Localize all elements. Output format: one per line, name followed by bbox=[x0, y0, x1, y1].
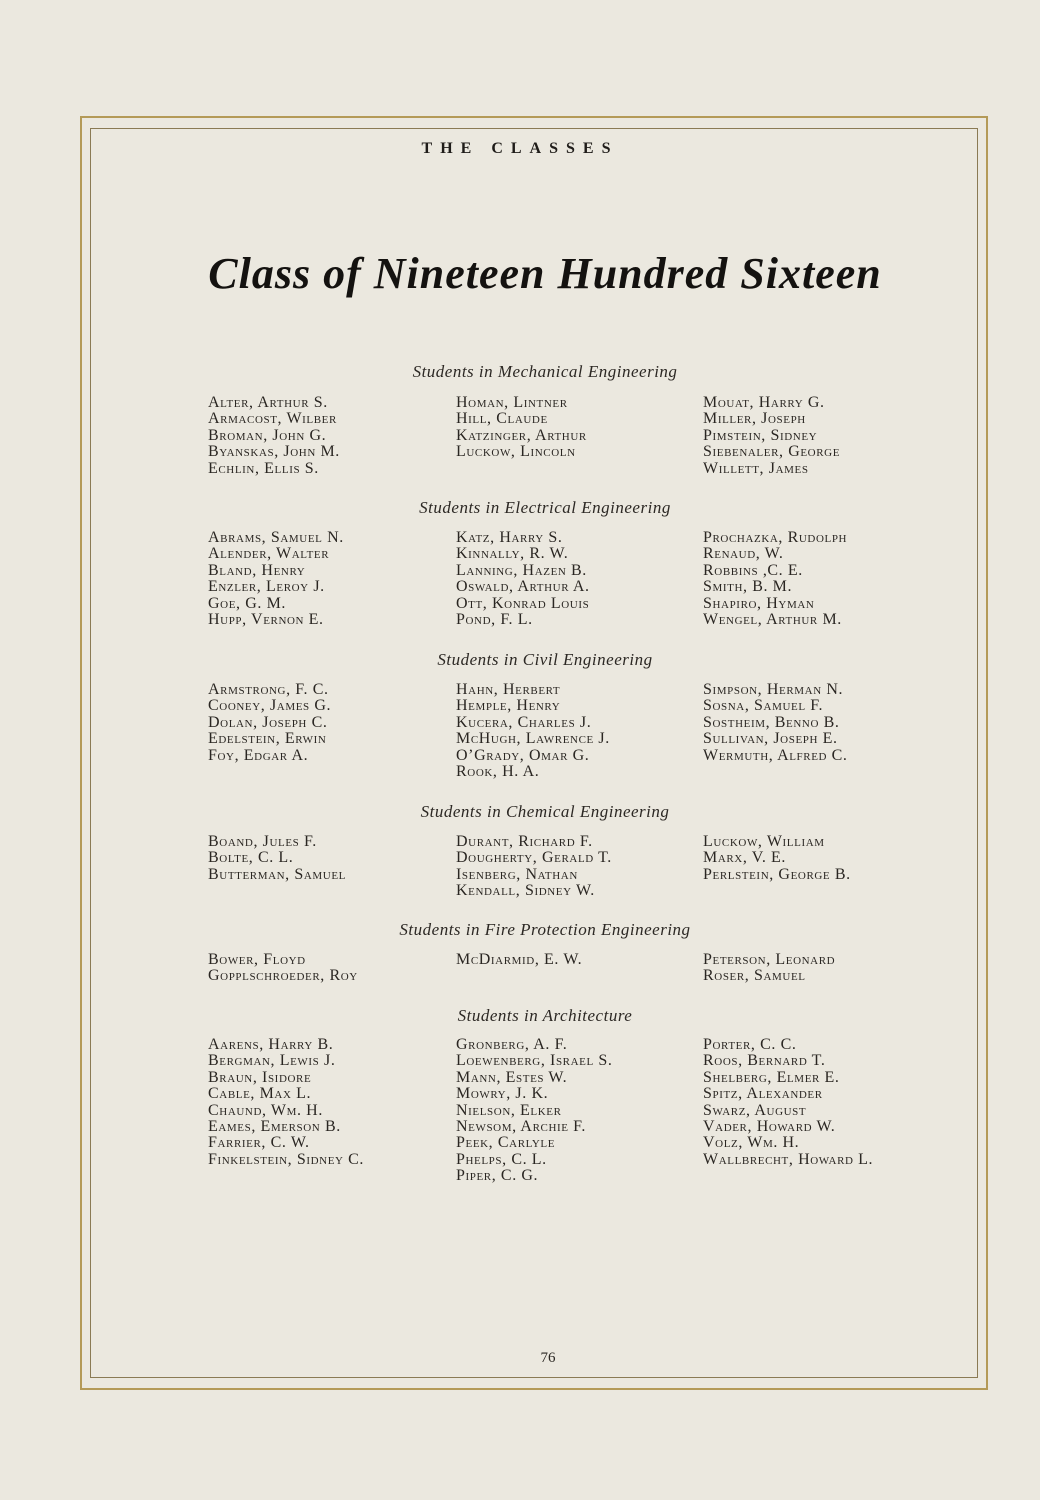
student-name: Finkelstein, Sidney C. bbox=[208, 1150, 365, 1168]
names-column bbox=[456, 530, 590, 628]
student-name: Isenberg, Nathan bbox=[456, 865, 578, 883]
names-column bbox=[456, 952, 582, 968]
student-name: Porter, C. C. bbox=[703, 1036, 797, 1053]
student-name: Dougherty, Gerald T. bbox=[456, 849, 612, 867]
student-name: Peterson, Leonard bbox=[703, 951, 836, 968]
student-name: Willett, James bbox=[703, 459, 809, 477]
student-name: Butterman, Samuel bbox=[208, 865, 346, 883]
student-name: Gopplschroeder, Roy bbox=[208, 967, 358, 985]
student-name: Hill, Claude bbox=[456, 410, 548, 428]
student-name: Ott, Konrad Louis bbox=[456, 594, 590, 612]
student-name: Byanskas, John M. bbox=[208, 443, 340, 461]
student-name: Pimstein, Sidney bbox=[703, 426, 818, 444]
names-column bbox=[208, 834, 346, 883]
student-name: Vader, Howard W. bbox=[703, 1118, 836, 1136]
student-name: Hupp, Vernon E. bbox=[208, 611, 324, 629]
student-name: Wermuth, Alfred C. bbox=[703, 746, 848, 764]
student-name: Bergman, Lewis J. bbox=[208, 1052, 336, 1070]
names-column bbox=[208, 395, 340, 477]
student-name: Wallbrecht, Howard L. bbox=[703, 1150, 874, 1168]
student-name: Alender, Walter bbox=[208, 545, 330, 563]
student-name: Robbins ,C. E. bbox=[703, 561, 803, 579]
student-name: Kinnally, R. W. bbox=[456, 545, 569, 563]
student-name: Peek, Carlyle bbox=[456, 1134, 556, 1152]
student-name: Newsom, Archie F. bbox=[456, 1118, 586, 1136]
student-name: Phelps, C. L. bbox=[456, 1150, 547, 1168]
student-name: Braun, Isidore bbox=[208, 1068, 312, 1086]
section-heading-mechanical: Students in Mechanical Engineering bbox=[412, 362, 678, 381]
student-name: Boand, Jules F. bbox=[208, 833, 317, 850]
student-name: O’Grady, Omar G. bbox=[456, 746, 590, 764]
student-name: Enzler, Leroy J. bbox=[208, 578, 325, 596]
student-name: Katz, Harry S. bbox=[456, 529, 563, 546]
student-name: Perlstein, George B. bbox=[703, 865, 851, 883]
student-name: Hahn, Herbert bbox=[456, 681, 561, 698]
student-name: Eames, Emerson B. bbox=[208, 1118, 341, 1136]
student-name: Mowry, J. K. bbox=[456, 1085, 549, 1103]
names-column bbox=[456, 395, 587, 461]
student-name: Armacost, Wilber bbox=[208, 410, 337, 428]
student-name: McHugh, Lawrence J. bbox=[456, 730, 610, 748]
student-name: McDiarmid, E. W. bbox=[456, 951, 583, 968]
student-name: Oswald, Arthur A. bbox=[456, 578, 590, 596]
page-number: 76 bbox=[540, 1350, 556, 1366]
student-name: Lanning, Hazen B. bbox=[456, 561, 587, 579]
student-name: Cable, Max L. bbox=[208, 1085, 312, 1103]
names-column bbox=[208, 530, 344, 628]
section-heading-chemical: Students in Chemical Engineering bbox=[420, 802, 670, 821]
section-heading-electrical: Students in Electrical Engineering bbox=[419, 498, 671, 517]
student-name: Wengel, Arthur M. bbox=[703, 611, 842, 629]
names-column bbox=[703, 395, 840, 477]
student-name: Katzinger, Arthur bbox=[456, 426, 587, 444]
student-name: Cooney, James G. bbox=[208, 697, 332, 715]
names-column bbox=[703, 1037, 873, 1168]
student-name: Prochazka, Rudolph bbox=[703, 529, 848, 546]
student-name: Chaund, Wm. H. bbox=[208, 1101, 323, 1119]
student-name: Abrams, Samuel N. bbox=[208, 529, 344, 546]
student-name: Roser, Samuel bbox=[703, 967, 806, 985]
student-name: Alter, Arthur S. bbox=[208, 394, 328, 411]
student-name: Luckow, William bbox=[703, 833, 825, 850]
section-heading-civil: Students in Civil Engineering bbox=[437, 650, 653, 669]
student-name: Nielson, Elker bbox=[456, 1101, 562, 1119]
student-name: Farrier, C. W. bbox=[208, 1134, 310, 1152]
student-name: Marx, V. E. bbox=[703, 849, 787, 867]
names-column bbox=[456, 834, 612, 900]
student-name: Smith, B. M. bbox=[703, 578, 793, 596]
student-name: Swarz, August bbox=[703, 1101, 807, 1119]
section-heading-fire-protection: Students in Fire Protection Engineering bbox=[399, 920, 691, 939]
student-name: Luckow, Lincoln bbox=[456, 443, 576, 461]
student-name: Bland, Henry bbox=[208, 561, 306, 579]
page-title: Class of Nineteen Hundred Sixteen bbox=[208, 249, 882, 298]
student-name: Sosna, Samuel F. bbox=[703, 697, 824, 715]
student-name: Homan, Lintner bbox=[456, 394, 568, 411]
names-column bbox=[456, 682, 610, 780]
student-name: Hemple, Henry bbox=[456, 697, 561, 715]
student-name: Bower, Floyd bbox=[208, 951, 306, 968]
student-name: Bolte, C. L. bbox=[208, 849, 294, 867]
student-name: Edelstein, Erwin bbox=[208, 730, 327, 748]
names-column bbox=[703, 834, 851, 883]
student-name: Foy, Edgar A. bbox=[208, 746, 309, 764]
student-name: Armstrong, F. C. bbox=[208, 681, 329, 698]
names-column bbox=[703, 530, 847, 628]
student-name: Piper, C. G. bbox=[456, 1167, 539, 1185]
names-column bbox=[208, 1037, 364, 1168]
student-name: Shelberg, Elmer E. bbox=[703, 1068, 840, 1086]
student-name: Miller, Joseph bbox=[703, 410, 806, 428]
student-name: Broman, John G. bbox=[208, 426, 327, 444]
student-name: Sostheim, Benno B. bbox=[703, 713, 840, 731]
student-name: Siebenaler, George bbox=[703, 443, 841, 461]
student-name: Spitz, Alexander bbox=[703, 1085, 823, 1103]
student-name: Loewenberg, Israel S. bbox=[456, 1052, 613, 1070]
student-name: Simpson, Herman N. bbox=[703, 681, 844, 698]
student-name: Volz, Wm. H. bbox=[703, 1134, 800, 1152]
student-name: Kendall, Sidney W. bbox=[456, 882, 595, 900]
running-head: THE CLASSES bbox=[421, 140, 619, 157]
section-heading-architecture: Students in Architecture bbox=[457, 1006, 633, 1025]
student-name: Goe, G. M. bbox=[208, 594, 286, 612]
names-column bbox=[703, 952, 835, 985]
student-name: Dolan, Joseph C. bbox=[208, 713, 328, 731]
student-name: Roos, Bernard T. bbox=[703, 1052, 826, 1070]
student-name: Echlin, Ellis S. bbox=[208, 459, 319, 477]
names-column bbox=[208, 682, 331, 764]
student-name: Shapiro, Hyman bbox=[703, 594, 815, 612]
student-name: Pond, F. L. bbox=[456, 611, 533, 629]
student-name: Mouat, Harry G. bbox=[703, 394, 825, 411]
student-name: Aarens, Harry B. bbox=[208, 1036, 334, 1053]
names-column bbox=[456, 1037, 612, 1185]
student-name: Durant, Richard F. bbox=[456, 833, 593, 850]
names-column bbox=[703, 682, 848, 764]
student-name: Rook, H. A. bbox=[456, 763, 540, 781]
names-column bbox=[208, 952, 358, 985]
student-name: Renaud, W. bbox=[703, 545, 784, 563]
student-name: Gronberg, A. F. bbox=[456, 1036, 568, 1053]
student-name: Mann, Estes W. bbox=[456, 1068, 568, 1086]
student-name: Kucera, Charles J. bbox=[456, 713, 592, 731]
student-name: Sullivan, Joseph E. bbox=[703, 730, 838, 748]
